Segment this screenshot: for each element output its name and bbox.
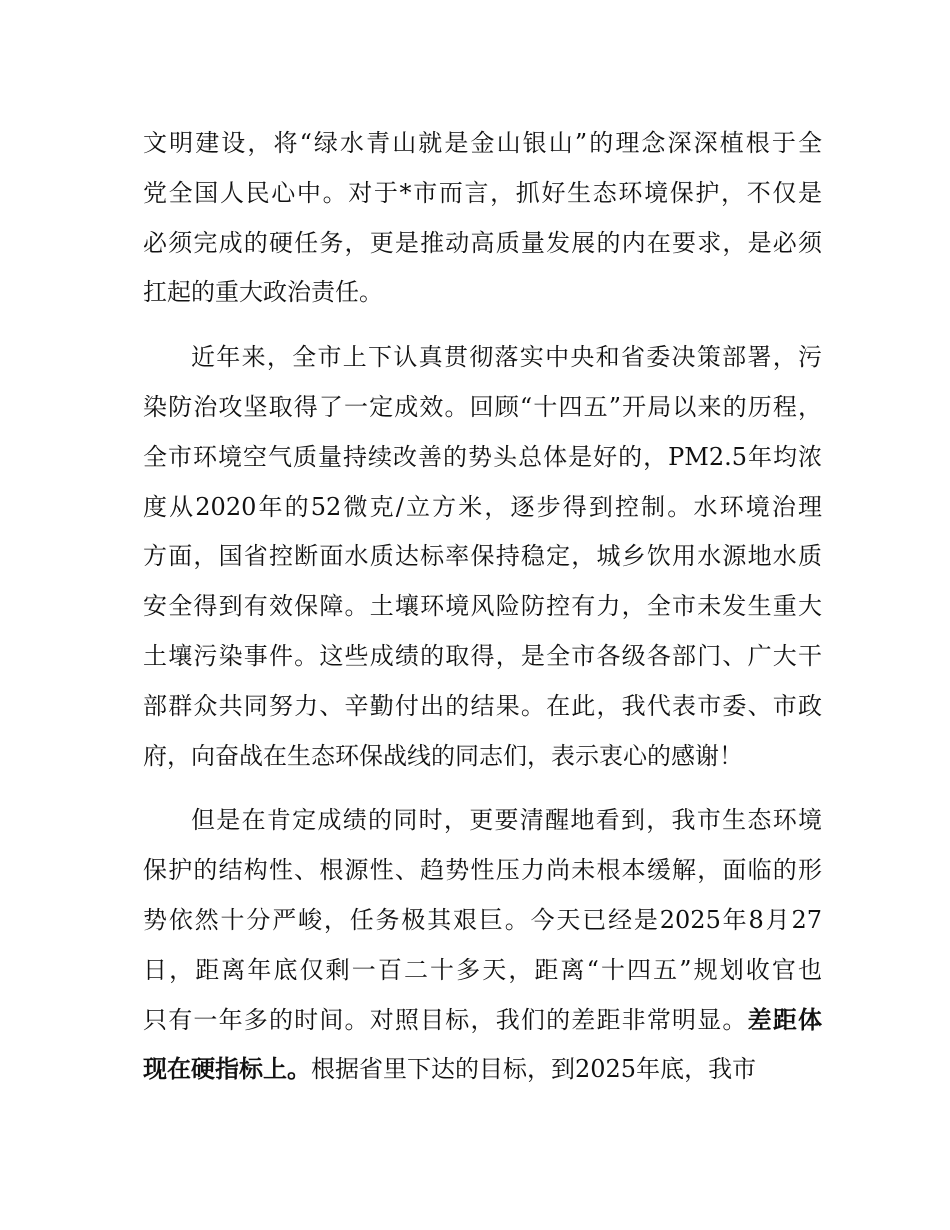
text-line: [143, 1005, 822, 1055]
paragraph-3: [143, 805, 822, 1104]
text-line: 安全得到有效保障。土壤环境风险防控有力，全市未发生重大: [143, 592, 822, 621]
text-line: 府，向奋战在生态环保战线的同志们，表示衷心的感谢！: [143, 741, 743, 770]
text-line: 全市环境空气质量持续改善的势头总体是好的，PM2.5年均浓: [143, 442, 822, 471]
paragraph-1: [143, 128, 822, 327]
text-segment: 根据省里下达的目标，到2025年底，我市: [311, 1055, 757, 1084]
text-line: [143, 1054, 822, 1104]
text-line: 但是在肯定成绩的同时，更要清醒地看到，我市生态环境: [191, 806, 822, 835]
text-line: 扛起的重大政治责任。: [143, 278, 383, 307]
text-line: 必须完成的硬任务，更是推动高质量发展的内在要求，是必须: [143, 228, 822, 257]
text-line: 党全国人民心中。对于*市而言，抓好生态环境保护，不仅是: [143, 178, 822, 207]
text-line: 保护的结构性、根源性、趋势性压力尚未根本缓解，面临的形: [143, 856, 822, 885]
text-line: 部群众共同努力、辛勤付出的结果。在此，我代表市委、市政: [143, 691, 822, 720]
text-line: 土壤污染事件。这些成绩的取得，是全市各级各部门、广大干: [143, 641, 822, 670]
text-line: 染防治攻坚取得了一定成效。回顾“十四五”开局以来的历程，: [143, 392, 822, 421]
paragraph-2: [143, 342, 822, 790]
bold-text: 现在硬指标上。: [143, 1055, 311, 1084]
text-line: 文明建设，将“绿水青山就是金山银山”的理念深深植根于全: [143, 129, 822, 157]
bold-text: 差距体: [747, 1005, 823, 1034]
text-line: 近年来，全市上下认真贯彻落实中央和省委决策部署，污: [191, 343, 822, 372]
document-page: [143, 128, 822, 1119]
text-line: 势依然十分严峻，任务极其艰巨。今天已经是2025年8月27: [143, 905, 822, 934]
text-segment: 只有一年多的时间。对照目标，我们的差距非常明显。: [143, 1005, 748, 1034]
text-line: 日，距离年底仅剩一百二十多天，距离“十四五”规划收官也: [143, 955, 822, 984]
text-line: 方面，国省控断面水质达标率保持稳定，城乡饮用水源地水质: [143, 542, 822, 571]
text-line: 度从2020年的52微克/立方米，逐步得到控制。水环境治理: [143, 492, 822, 521]
